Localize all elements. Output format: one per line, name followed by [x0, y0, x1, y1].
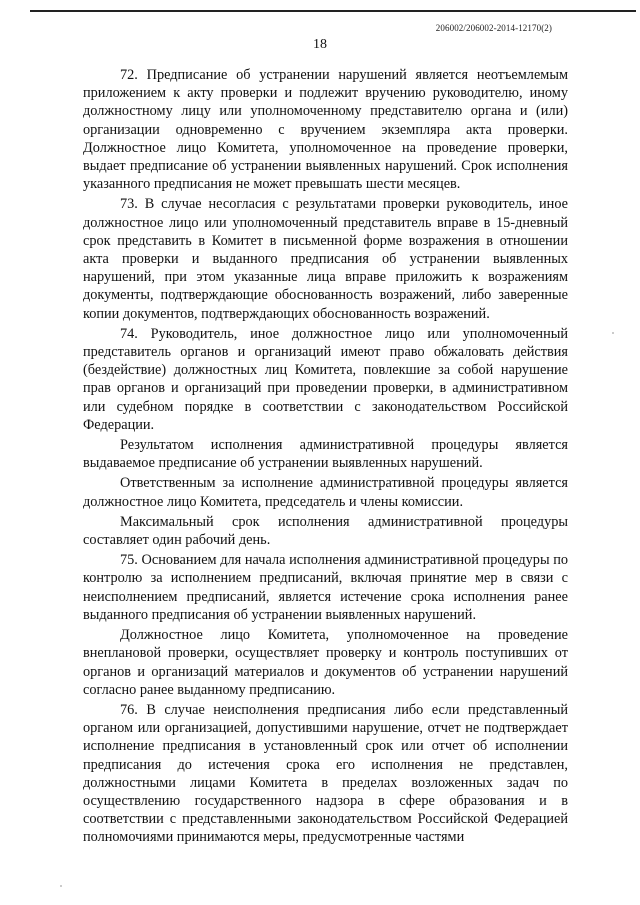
- scan-speck: [60, 885, 62, 887]
- paragraph-76: 76. В случае неисполнения предписания либо если представленный органом или организацией, допустившими нарушение, отчет не подтверждает исполнение предписания в установленный срок или отчет об исполнении предписания до истечения срока его исполнения не представлен, должностными лицами Комитета в пределах возложенных задач по осуществлению государственного надзора в сфере образования и в соответствии с представленными законодательством Российской Федерацией полномочиями принимаются меры, предусмотренные частями: [83, 701, 568, 846]
- paragraph-official-control: Должностное лицо Комитета, уполномоченное на проведение внеплановой проверки, осуществляет проверку и контроль поступивших от органов и организаций материалов и документов об устранении нарушений согласно ранее выданному предписанию.: [83, 627, 568, 698]
- paragraph-procedure-result: Результатом исполнения административной процедуры является выдаваемое предписание об устранении выявленных нарушений.: [83, 437, 568, 472]
- body-text: [83, 66, 568, 847]
- paragraph-responsible: Ответственным за исполнение административной процедуры является должностное лицо Комитета, председатель и члены комиссии.: [83, 475, 568, 510]
- document-id: 206002/206002-2014-12170(2): [435, 23, 552, 33]
- paragraph-max-term: Максимальный срок исполнения административной процедуры составляет один рабочий день.: [83, 513, 568, 549]
- page-number: 18: [313, 37, 327, 52]
- scan-speck: [612, 332, 614, 334]
- top-border-line: [30, 10, 636, 12]
- paragraph-72: 72. Предписание об устранении нарушений является неотъемлемым приложением к акту проверки и подлежит вручению руководителю, иному должностному лицу или уполномоченному представителю органа и (или) организации одновременно с вручением экземпляра акта проверки. Должностное лицо Комитета, уполномоченное на проведение проверки, выдает предписание об устранении выявленных нарушений. Срок исполнения указанного предписания не может превышать шести месяцев.: [83, 67, 568, 193]
- paragraph-73: 73. В случае несогласия с результатами проверки руководитель, иное должностное лицо или уполномоченный представитель вправе в 15-дневный срок представить в Комитет в письменной форме возражения в отношении акта проверки и выданного предписания об устранении выявленных нарушений, при этом указанные лица вправе приложить к возражениям документы, подтверждающие обоснованность возражений, либо заверенные копии документов, подтверждающих обоснованность возражений.: [83, 196, 568, 322]
- paragraph-75: 75. Основанием для начала исполнения административной процедуры по контролю за исполнением предписаний, включая принятие мер в связи с неисполнением предписаний, является истечение срока исполнения ранее выданного предписания об устранении выявленных нарушений.: [83, 552, 568, 623]
- paragraph-74: 74. Руководитель, иное должностное лицо или уполномоченный представитель органов и организаций имеют право обжаловать действия (бездействие) должностных лиц Комитета, повлекшие за собой нарушение прав органов и организаций при проведении проверки, в административном или судебном порядке в соответствии с законодательством Российской Федерации.: [83, 325, 568, 433]
